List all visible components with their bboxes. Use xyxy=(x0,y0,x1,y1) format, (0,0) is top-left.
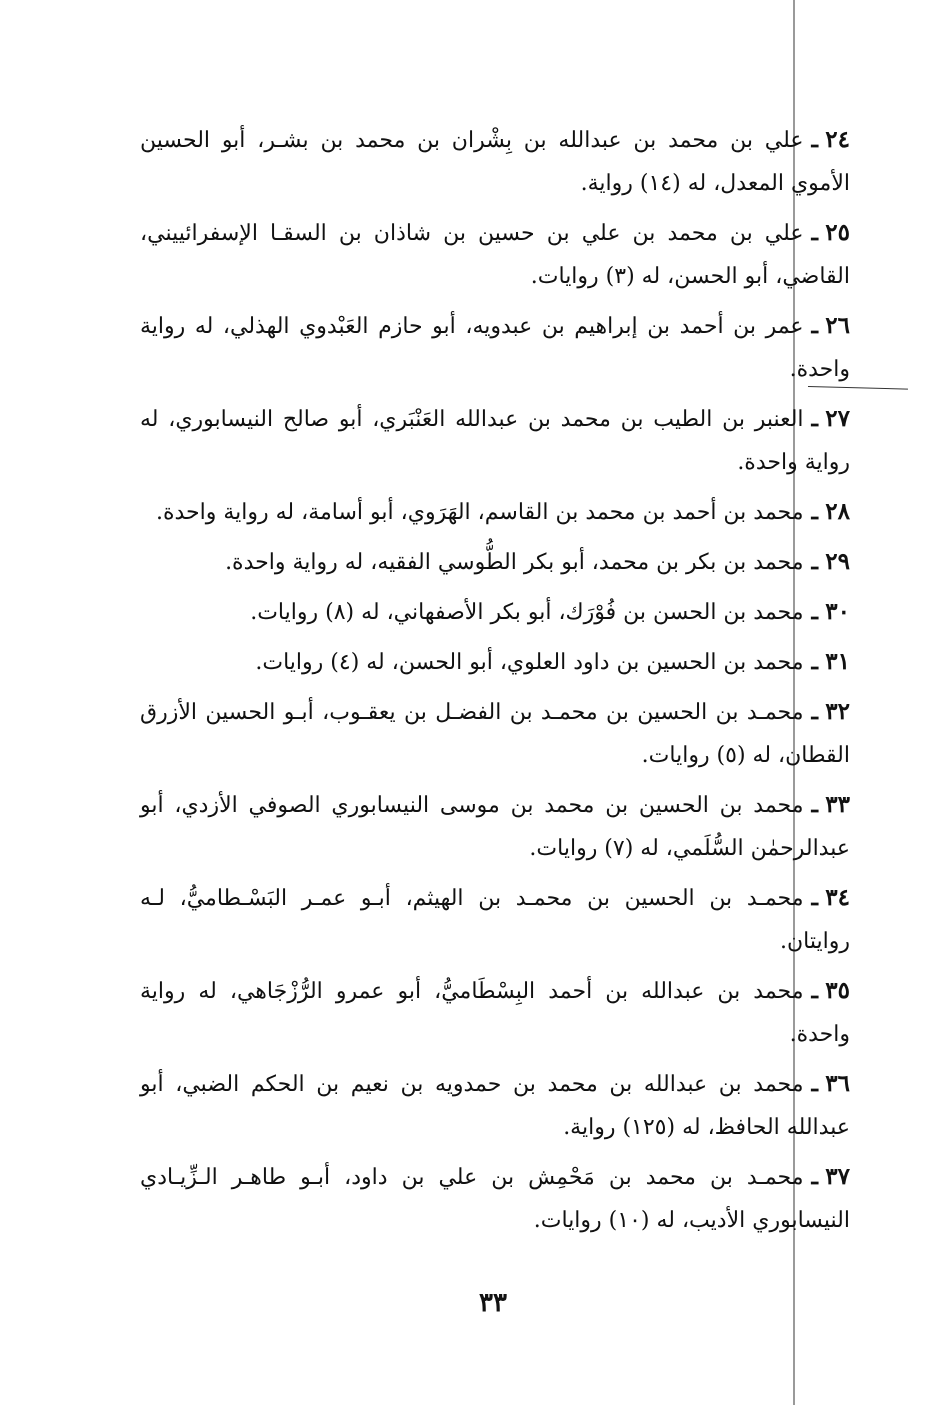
entry-text: علي بن محمد بن علي بن حسين بن شاذان بن السقـا الإسفرائييني، القاضي، أبو الحسن، له (٣) روايات. xyxy=(140,221,850,289)
entry-text: محمد بن أحمد بن محمد بن القاسم، الهَرَوي، أبو أسامة، له رواية واحدة. xyxy=(155,500,804,525)
entry-number: ٣٦ xyxy=(825,1070,850,1097)
entry-dash: ـ xyxy=(811,885,818,911)
entry-number: ٢٥ xyxy=(825,219,850,246)
entry-number: ٣١ xyxy=(825,648,850,675)
list-item xyxy=(140,1062,850,1149)
entry-dash: ـ xyxy=(811,1164,818,1190)
entry-number: ٢٩ xyxy=(825,548,850,575)
list-item xyxy=(140,783,850,870)
list-item xyxy=(140,118,850,205)
list-item xyxy=(140,1155,850,1242)
list-item xyxy=(140,690,850,777)
entry-dash: ـ xyxy=(811,599,818,625)
entry-dash: ـ xyxy=(811,313,818,339)
entry-text: علي بن محمد بن عبدالله بن بِشْران بن محمد بن بشـر، أبو الحسين الأموي المعدل، له (١٤) رواية. xyxy=(140,128,850,196)
entry-text: محمد بن الحسين بن محمد بن موسى النيسابوري الصوفي الأزدي، أبو عبدالرحمٰن السُّلَمي، له (٧) روايات. xyxy=(140,793,850,861)
list-item xyxy=(140,540,850,584)
entry-dash: ـ xyxy=(811,406,818,432)
entry-text: محمد بن عبدالله بن أحمد البِسْطَاميُّ، أبو عمرو الرُّزْجَاهي، له رواية واحدة. xyxy=(140,979,850,1047)
entry-dash: ـ xyxy=(811,792,818,818)
entry-text: محمد بن الحسن بن فُوْرَك، أبو بكر الأصفهاني، له (٨) روايات. xyxy=(250,600,804,625)
entry-number: ٣٠ xyxy=(825,598,850,625)
entry-text: محمد بن الحسين بن داود العلوي، أبو الحسن، له (٤) روايات. xyxy=(255,650,804,675)
entry-dash: ـ xyxy=(811,649,818,675)
entry-number: ٣٥ xyxy=(825,977,850,1004)
entry-text: محمـد بن محمد بن مَحْمِش بن علي بن داود، أبـو طاهـر الـزِّيـادي النيسابوري الأديب، له (١٠) روايات. xyxy=(140,1165,850,1233)
entry-number: ٢٦ xyxy=(825,312,850,339)
entry-number: ٣٢ xyxy=(825,698,850,725)
entry-text: محمـد بن الحسين بن محمـد بن الهيثم، أبـو عمـر البَسْـطاميُّ، لـه روايتان. xyxy=(140,886,850,954)
entry-dash: ـ xyxy=(811,1071,818,1097)
entry-text: محمد بن بكر بن محمد، أبو بكر الطُّوسي الفقيه، له رواية واحدة. xyxy=(225,550,804,575)
list-item xyxy=(140,490,850,534)
entry-number: ٣٧ xyxy=(825,1163,850,1190)
list-item xyxy=(140,640,850,684)
entry-number: ٢٤ xyxy=(825,126,850,153)
list-item xyxy=(140,876,850,963)
entry-dash: ـ xyxy=(811,220,818,246)
entry-dash: ـ xyxy=(811,499,818,525)
entry-list xyxy=(140,118,850,1248)
entry-number: ٢٨ xyxy=(825,498,850,525)
page-number: ٣٣ xyxy=(479,1288,507,1318)
entry-text: محمد بن عبدالله بن محمد بن حمدويه بن نعيم بن الحكم الضبي، أبو عبدالله الحافظ، له (١٢٥) رواية. xyxy=(140,1072,850,1140)
list-item xyxy=(140,211,850,298)
list-item xyxy=(140,304,850,391)
entry-number: ٣٤ xyxy=(825,884,850,911)
entry-text: محمـد بن الحسين بن محمـد بن الفضـل بن يعقـوب، أبـو الحسين الأزرق القطان، له (٥) روايات. xyxy=(140,700,850,768)
list-item xyxy=(140,969,850,1056)
entry-number: ٢٧ xyxy=(825,405,850,432)
entry-number: ٣٣ xyxy=(825,791,850,818)
entry-text: العنبر بن الطيب بن محمد بن عبدالله العَنْبَري، أبو صالح النيسابوري، له رواية واحدة. xyxy=(140,407,850,475)
entry-dash: ـ xyxy=(811,549,818,575)
entry-dash: ـ xyxy=(811,978,818,1004)
entry-dash: ـ xyxy=(811,127,818,153)
entry-text: عمر بن أحمد بن إبراهيم بن عبدويه، أبو حازم العَبْدوي الهذلي، له رواية واحدة. xyxy=(140,314,850,382)
list-item xyxy=(140,590,850,634)
list-item xyxy=(140,397,850,484)
entry-dash: ـ xyxy=(811,699,818,725)
